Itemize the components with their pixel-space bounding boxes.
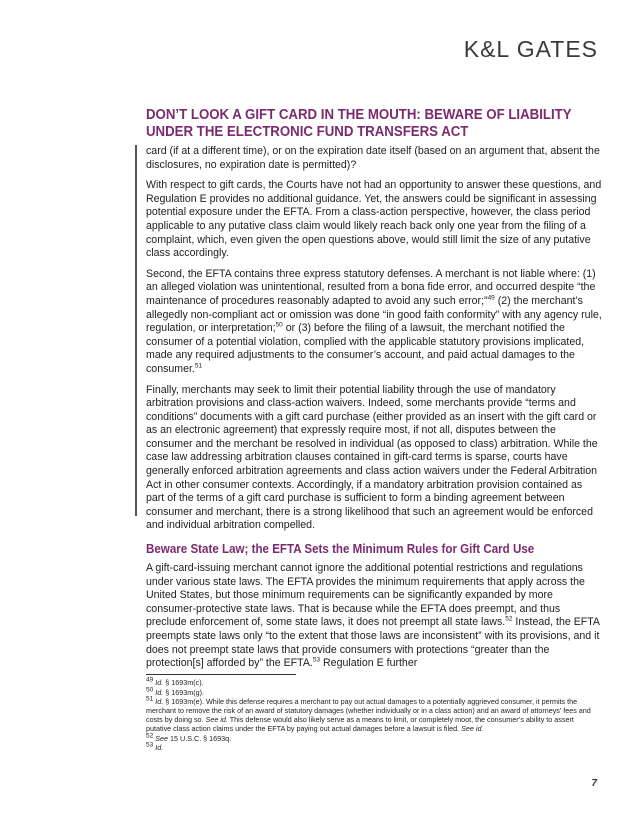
footnote-text: This defense would also likely serve as a means to limit, or completely moot, the consumer’s ability to assert putative class action claims under the EFTA by paying out actual damages before a lawsuit is filed. bbox=[146, 715, 574, 733]
footnote-number: 52 bbox=[146, 732, 154, 740]
footnote-ref[interactable]: 49 bbox=[487, 294, 495, 302]
footnote-51 bbox=[146, 697, 600, 733]
company-logo: K&L GATES bbox=[463, 36, 598, 62]
footnote-ref[interactable]: 50 bbox=[275, 321, 283, 329]
footnote-52 bbox=[146, 734, 600, 743]
paragraph-text: Finally, merchants may seek to limit their potential liability through the use of mandatory arbitration provisions and class-action waivers. Indeed, some merchants provide “terms and conditions” documents with a gift card purchase (either provided as an insert with the gift card or as an electronic agreement) that expressly require most, if not all, disputes between the consumer and the merchant be resolved in individual (as opposed to class) arbitration. While the case law addressing arbitration clauses contained in gift-card terms is sparse, courts have generally enforced arbitration agreements and class action waivers under the Federal Arbitration Act in other consumer contexts. Accordingly, if a mandatory arbitration provision contained as part of the terms of a gift card purchase is sufficient to form a binding agreement between consumer and merchant, there is a strong likelihood that such an agreement would be enforced and individual arbitration compelled. bbox=[146, 383, 598, 532]
paragraph-text: or (3) before the filing of a lawsuit, the merchant notified the consumer of a potential violation, complied with the applicable statutory provisions implicated, made any required adjustments to the consumer’s account, and paid actual damages to the consumer. bbox=[146, 322, 585, 375]
citation-italic: See id. bbox=[461, 724, 484, 733]
footnote-number: 50 bbox=[146, 686, 154, 694]
paragraph-text: (2) the merchant’s allegedly non-compliant act or omission was done “in good faith conformity” with any agency rule, regulation, or interpretation; bbox=[146, 294, 602, 335]
main-content bbox=[146, 107, 602, 678]
paragraph-text: A gift-card-issuing merchant cannot ignore the additional potential restrictions and regulations under various state laws. The EFTA provides the minimum requirements that apply across the United States, but those minimum requirements can be significantly expanded by more consumer-protective state laws. That is because while the EFTA does preempt, and thus preclude enforcement of, some state laws, it does not preempt all state laws. bbox=[146, 562, 585, 629]
footnote-50 bbox=[146, 688, 600, 697]
paragraph-text: Regulation E further bbox=[320, 657, 418, 670]
footnote-ref[interactable]: 52 bbox=[505, 615, 513, 623]
footnote-53 bbox=[146, 743, 600, 752]
citation-italic: Id. bbox=[155, 687, 164, 697]
paragraph-text: Instead, the EFTA preempts state laws only “to the extent that those laws are inconsistent” with its provisions, and it does not preempt state laws that provide consumers with protections “greater than the protection[s] afforded by” the EFTA. bbox=[146, 616, 600, 670]
citation-italic: Id. bbox=[155, 743, 164, 752]
paragraph-text: card (if at a different time), or on the expiration date itself (based on an argument that, absent the disclosures, no expiration date is permitted)? bbox=[146, 145, 600, 171]
paragraph-4 bbox=[146, 384, 602, 534]
footnote-number: 51 bbox=[146, 695, 154, 703]
footnote-number: 53 bbox=[146, 741, 154, 749]
paragraph-1 bbox=[146, 145, 602, 172]
footnote-ref[interactable]: 53 bbox=[312, 656, 321, 664]
page-title: DON’T LOOK A GIFT CARD IN THE MOUTH: BEWARE OF LIABILITY UNDER THE ELECTRONIC FUND TRANSFERS ACT bbox=[146, 107, 572, 140]
paragraph-text: Second, the EFTA contains three express statutory defenses. A merchant is not liable where: (1) an alleged violation was unintentional, resulted from a bona fide error, and occurred despite “the maintenance of procedures reasonably adapted to avoid any such error;” bbox=[146, 267, 596, 307]
paragraph-2 bbox=[146, 179, 602, 261]
page-number: 7 bbox=[591, 778, 597, 789]
citation-italic: See bbox=[155, 733, 169, 743]
paragraph-5 bbox=[146, 562, 602, 671]
footnote-ref[interactable]: 51 bbox=[194, 362, 203, 370]
footnote-text: § 1693m(e). While this defense requires a merchant to pay out actual damages to a potentially aggrieved consumer, it permits the merchant to remove the risk of an award of statutory damages (whether individually or in a class action) and an award of attorneys’ fees and costs by doing so. bbox=[146, 697, 591, 724]
footnote-number: 49 bbox=[146, 676, 154, 684]
margin-rule bbox=[135, 145, 137, 516]
paragraph-text: With respect to gift cards, the Courts have not had an opportunity to answer these questions, and Regulation E provides no additional guidance. Yet, the answers could be significant in assessing potential exposure under the EFTA. From a class-action perspective, however, the class period applicable to any putative class claim would likely reach back only one year from the filing of a complaint, which, even given the open questions above, would still limit the size of any putative class accordingly. bbox=[146, 179, 602, 260]
citation-italic: Id. bbox=[155, 697, 164, 706]
citation-italic: See id. bbox=[205, 715, 228, 724]
footnote-text: 15 U.S.C. § 1693q. bbox=[168, 733, 232, 743]
section-subheading: Beware State Law; the EFTA Sets the Minimum Rules for Gift Card Use bbox=[146, 542, 535, 557]
footnote-text: § 1693m(g). bbox=[163, 687, 204, 697]
citation-italic: Id. bbox=[155, 678, 164, 687]
footnote-text: § 1693m(c). bbox=[163, 678, 204, 687]
footnote-divider bbox=[146, 674, 296, 675]
footnotes bbox=[146, 678, 600, 753]
paragraph-3 bbox=[146, 268, 602, 377]
footnote-49 bbox=[146, 678, 600, 687]
